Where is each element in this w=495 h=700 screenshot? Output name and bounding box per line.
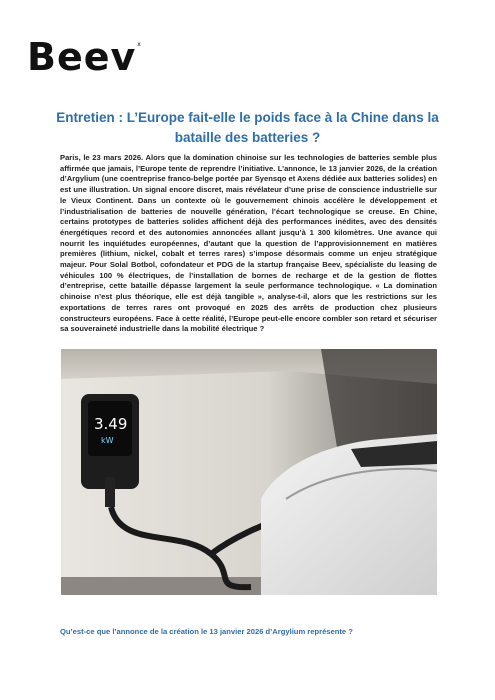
charger-display-unit: kW — [101, 436, 114, 445]
article-title: Entretien : L’Europe fait-elle le poids face à la Chine dans la bataille des batteries ? — [56, 110, 439, 145]
charger-display-value: 3.49 — [94, 415, 128, 433]
beev-logo: Beev$^x$ — [27, 35, 142, 79]
article-body: Paris, le 23 mars 2026. Alors que la domination chinoise sur les technologies de batteries semble plus affirmée que jamais, l’Europe tente de reprendre l’initiative. L’annonce, le 13 janvier 2026, de la création d’Argylium (une coentreprise franco-belge portée par Syensqo et Axens dédiée aux batteries solides) en est une illustration. Un signal encore discret, mais révélateur d’une prise de conscience industrielle sur le Vieux Continent. Dans un contexte où le gouvernement chinois accélère le développement et l’industrialisation de batteries de nouvelle génération, l’écart technologique se creuse. En Chine, certains prototypes de batteries solides affichent déjà des performances inédites, avec des densités énergétiques record et des autonomies annoncées allant jusqu’à 1 300 kilomètres. Une avance qui nourrit les inquiétudes européennes, d’autant que la question de l’approvisionnement en matières premières (lithium, nickel, cobalt et terres rares) s’impose désormais comme un enjeu stratégique majeur. Pour Solal Botbol, cofondateur et PDG de la startup française Beev, spécialiste du leasing de véhicules 100 % électriques, de l’installation de bornes de recharge et de la gestion de flottes d’entreprise, cette bataille dépasse largement la seule performance technologique. « La domination chinoise n’est plus théorique, elle est déjà tangible », analyse-t-il, alors que les restrictions sur les exportations de terres rares ont provoqué en 2025 des arrêts de production chez plusieurs constructeurs européens. Face à cette réalité, l’Europe peut-elle encore combler son retard et sécuriser sa souveraineté industrielle dans la mobilité électrique ? — [60, 153, 437, 334]
charging-photo — [61, 349, 437, 595]
interview-question: Qu’est-ce que l’annonce de la création le 13 janvier 2026 d’Argylium représente ? — [60, 627, 353, 636]
